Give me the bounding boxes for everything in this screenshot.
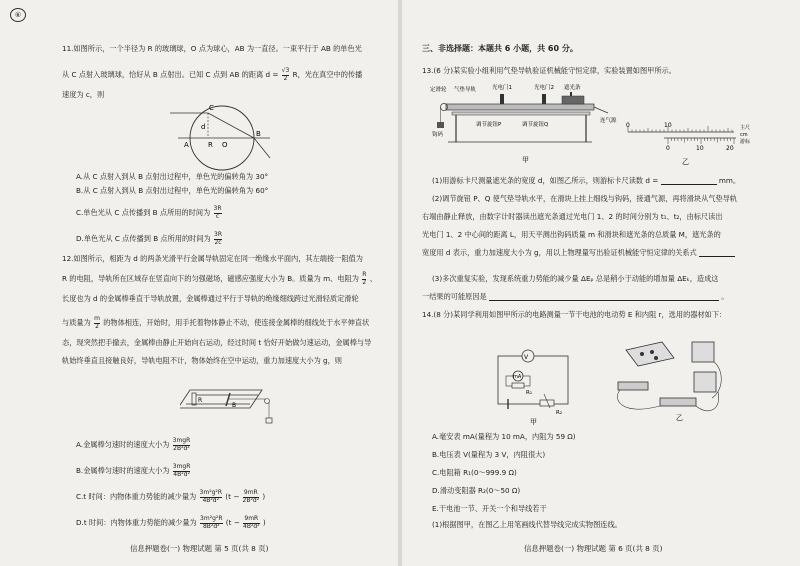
q12-line6: 轨始终垂直且接触良好，导轨电阻不计，物体始终在空中运动，重力加速度大小为 g，则 xyxy=(62,356,342,365)
numerator: √3 xyxy=(281,67,290,74)
q11-line2 xyxy=(62,68,362,82)
denominator: 4B²d² xyxy=(202,496,220,504)
air-track xyxy=(446,104,594,110)
resistor-r xyxy=(192,393,196,405)
voltmeter-device xyxy=(694,372,716,392)
answer-blank-relation[interactable] xyxy=(699,249,735,257)
label-vernier-0: 0 xyxy=(666,145,670,152)
numerator: m xyxy=(94,315,100,322)
q12-option-b-text: B.金属棒匀速时的速度大小为 xyxy=(76,466,170,475)
q13-part3-line2-tail: 。 xyxy=(721,292,729,301)
label-gate1: 光电门1 xyxy=(492,85,512,91)
q13-part2-line3: 光电门 1、2 中心间的距离 L，用天平测出钩码质量 m 和滑块和遮光条的总质量 M，遮光条的 xyxy=(422,230,721,239)
label-v: V xyxy=(524,354,529,361)
q12-option-b-fraction xyxy=(173,464,191,478)
label-ma: mA xyxy=(513,374,522,380)
q12-option-a-text: A.金属棒匀速时的速度大小为 xyxy=(76,440,170,449)
q14-physical-apparatus xyxy=(612,330,732,424)
q12-option-d-text: D.t 时间：内物体重力势能的减少量为 xyxy=(76,518,197,527)
q13-part2-line4 xyxy=(422,248,735,257)
q12-option-d-fraction2 xyxy=(243,516,260,530)
answer-blank-reason[interactable] xyxy=(489,293,719,301)
numerator: 3m²g²R xyxy=(200,515,223,522)
q13-air-track-figure xyxy=(430,80,630,168)
denominator: 8B²d² xyxy=(202,522,220,530)
shading-strip xyxy=(570,92,572,96)
q12-option-c-text: C.t 时间：内物体重力势能的减少量为 xyxy=(76,492,197,501)
rheostat-device xyxy=(660,398,696,406)
label-jia: 甲 xyxy=(530,418,537,426)
denominator: 2 xyxy=(95,322,99,330)
denominator: 4B²d² xyxy=(243,522,260,530)
milliammeter-device xyxy=(692,342,714,362)
q11-option-c xyxy=(76,206,223,220)
numerator: 9mR xyxy=(243,489,258,496)
q12-option-a-fraction xyxy=(173,438,191,452)
label-air: 连气源 xyxy=(600,118,617,124)
q12-line2 xyxy=(62,272,377,286)
label-gate2: 光电门2 xyxy=(534,85,554,91)
q14-option-e: E.干电池一节、开关一个和导线若干 xyxy=(432,504,547,513)
q13-part1 xyxy=(432,176,740,185)
label-r2: R₂ xyxy=(556,410,563,416)
photogate-1 xyxy=(500,94,504,104)
q14-part1: (1)根据图甲，在图乙上用笔画线代替导线完成实物图连线。 xyxy=(432,520,622,529)
q12-line2-text: R 的电阻，导轨所在区域存在竖直向下的匀强磁场，磁感应强度大小为 B。质量为 m、电阻为 xyxy=(62,274,359,283)
base xyxy=(452,112,590,115)
label-cm: cm xyxy=(740,132,748,138)
answer-blank-d[interactable] xyxy=(661,177,717,185)
q12-option-a xyxy=(76,438,191,452)
q13-part3-line2 xyxy=(422,292,729,301)
hook-weight xyxy=(437,122,444,128)
label-r: R xyxy=(198,397,203,404)
q12-option-d-paren: (t − xyxy=(225,518,240,527)
resistor-box-knob-3 xyxy=(654,356,658,360)
q12-option-d-fraction1 xyxy=(200,516,222,530)
denominator: 2 xyxy=(362,278,367,286)
numerator: 3R xyxy=(213,205,222,212)
q14-option-c: C.电阻箱 R₁(0～999.9 Ω) xyxy=(432,468,517,477)
denominator: c xyxy=(215,212,220,220)
q11-option-d xyxy=(76,232,223,246)
numerator: 3mgR xyxy=(172,437,191,444)
q11-glass-sphere-figure xyxy=(170,100,280,180)
q12-option-c-fraction1 xyxy=(200,490,222,504)
air-hose xyxy=(594,107,608,113)
denominator: 2B²d² xyxy=(242,496,260,504)
label-b: B xyxy=(256,130,261,138)
label-yi: 乙 xyxy=(676,414,683,422)
label-track: 气垫导轨 xyxy=(454,87,477,93)
label-pulley: 定滑轮 xyxy=(430,87,447,93)
label-vernier: 游标 xyxy=(740,139,751,145)
right-page xyxy=(402,0,800,566)
resistor-box-knob-1 xyxy=(640,352,644,356)
label-a: A xyxy=(184,141,189,149)
label-yi: 乙 xyxy=(682,158,689,166)
label-hook: 钩码 xyxy=(432,132,444,138)
label-knob-p: 调节旋钮P xyxy=(476,122,502,128)
q11-line2-tail: R，光在真空中的传播 xyxy=(292,70,363,79)
q11-line2-text: 从 C 点射入玻璃球，恰好从 B 点射出。已知 C 点到 AB 的距离 d = xyxy=(62,70,279,79)
left-page-footer: 信息押题卷(一) 物理试题 第 5 页(共 8 页) xyxy=(130,544,269,553)
q11-option-b: B.从 C 点射入到从 B 点射出过程中，单色光的偏转角为 60° xyxy=(76,186,269,195)
page-badge: ⑥ xyxy=(10,8,26,22)
numerator: 3R xyxy=(214,231,223,238)
q11-fraction xyxy=(282,68,290,82)
left-page xyxy=(0,0,398,566)
label-r: R xyxy=(208,141,213,149)
q13-part1-text: (1)用游标卡尺测量遮光条的宽度 d，如图乙所示，则游标卡尺读数 d = xyxy=(432,176,659,185)
wire-1 xyxy=(617,390,660,409)
numerator: 3mgR xyxy=(172,463,191,470)
q12-line4 xyxy=(62,316,369,330)
wire-3 xyxy=(696,392,719,411)
q12-fraction-m xyxy=(94,316,100,330)
label-b: B xyxy=(232,402,237,409)
label-jia: 甲 xyxy=(522,156,529,164)
q11-option-a: A.从 C 点射入到从 B 点射出过程中，单色光的偏转角为 30° xyxy=(76,172,269,181)
denominator: 2 xyxy=(283,74,288,82)
label-r1: R₁ xyxy=(526,390,533,396)
q13-part2-line4-text: 宽度用 d 表示，重力加速度大小为 g，用以上物理量写出验证机械能守恒定律的关系式 xyxy=(422,248,697,257)
label-vernier-20: 20 xyxy=(726,145,734,152)
q12-line4-tail: 的物体相连，开始时，用手托着物体静止不动，使连接金属棒的细线处于水平伸直状 xyxy=(103,318,370,327)
battery-device xyxy=(618,382,648,390)
denominator: 4B²d² xyxy=(173,470,190,478)
q12-option-c-close: ) xyxy=(262,492,266,501)
q12-option-c-fraction2 xyxy=(243,490,260,504)
section-header: 三、非选择题：本题共 6 小题，共 60 分。 xyxy=(422,44,578,53)
q11-option-c-fraction xyxy=(214,206,222,220)
q13-part2-line2: 右端由静止释放，由数字计时器读出遮光条通过光电门 1、2 的时间分别为 t₁、t₂，由标尺读出 xyxy=(422,212,723,221)
q12-option-d xyxy=(76,516,266,530)
q13-part1-unit: mm。 xyxy=(718,176,741,185)
numerator: 9mR xyxy=(244,515,259,522)
resistor-box xyxy=(626,342,674,366)
resistor-box-r1 xyxy=(512,383,524,388)
q11-option-d-fraction xyxy=(214,232,222,246)
main-scale-ticks xyxy=(628,126,732,132)
photogate-2 xyxy=(542,94,546,104)
resistor-box-knob-2 xyxy=(650,350,654,354)
label-strip: 遮光条 xyxy=(564,85,581,91)
q12-fraction-r xyxy=(362,272,366,286)
q14-option-d: D.滑动变阻器 R₂(0～50 Ω) xyxy=(432,486,521,495)
q12-line4-text: 与质量为 xyxy=(62,318,91,327)
q14-option-b: B.电压表 V(量程为 3 V，内阻很大) xyxy=(432,450,546,459)
q12-line5: 态，现突然把手撤去，金属棒由静止开始向右运动，经过时间 t 恰好开始做匀速运动，金属棒与导 xyxy=(62,338,372,347)
q13-line1: 13.(6 分)某实验小组利用气垫导轨验证机械能守恒定律，实验装置如图甲所示。 xyxy=(422,66,676,75)
circuit-loop xyxy=(498,356,568,404)
denominator: 2B²d² xyxy=(173,444,190,452)
q14-line1: 14.(8 分)某同学利用如图甲所示的电路测量一节干电池的电动势 E 和内阻 r，选用的器材如下： xyxy=(422,310,727,319)
q12-line2-tail: 、 xyxy=(369,274,377,283)
label-d: d xyxy=(201,123,206,131)
label-main-0: 0 xyxy=(626,122,630,129)
q12-line3: 长度也为 d 的金属棒垂直于导轨放置，金属棒通过平行于导轨的绝缘细线跨过光滑轻质定滑轮 xyxy=(62,294,359,303)
q11-line1: 11.如图所示，一个半径为 R 的玻璃球，O 点为球心，AB 为一直径。一束平行于 AB 的单色光 xyxy=(62,44,362,53)
right-page-footer: 信息押题卷(一) 物理试题 第 6 页(共 8 页) xyxy=(524,544,663,553)
denominator: 2c xyxy=(214,238,222,246)
slider xyxy=(562,96,584,104)
q12-rail-figure xyxy=(180,378,280,428)
label-main-scale: 主尺 xyxy=(740,125,751,131)
refracted-ray xyxy=(208,113,254,138)
numerator: 3m²g²R xyxy=(199,489,222,496)
numerator: R xyxy=(362,271,367,278)
q14-option-a: A.毫安表 mA(量程为 10 mA，内阻为 59 Ω) xyxy=(432,432,576,441)
q11-line3: 速度为 c，则 xyxy=(62,90,105,99)
vernier-scale-ticks xyxy=(668,138,734,144)
q13-vernier-caliper-figure xyxy=(624,118,774,168)
q12-option-b xyxy=(76,464,191,478)
q14-circuit-diagram xyxy=(488,336,578,426)
hanging-mass xyxy=(266,418,272,423)
label-knob-q: 调节旋钮Q xyxy=(522,122,549,128)
exit-ray xyxy=(254,138,270,158)
q12-option-c-paren: (t − xyxy=(225,492,240,501)
q12-line1: 12.如图所示，相距为 d 的两条光滑平行金属导轨固定在同一绝缘水平面内，其左端接一阻值为 xyxy=(62,254,363,263)
q13-part3-line2-text: 一结果的可能原因是 xyxy=(422,292,487,301)
q12-option-d-close: ) xyxy=(262,518,266,527)
label-o: O xyxy=(222,141,228,149)
q13-part3-line1: (3)多次重复实验，发现系统重力势能的减少量 ΔEₚ 总是稍小于动能的增加量 ΔEₖ，造成这 xyxy=(432,274,719,283)
label-main-1: 10 xyxy=(664,122,672,129)
q11-option-d-text: D.单色光从 C 点传播到 B 点所用的时间为 xyxy=(76,234,211,243)
q12-option-c xyxy=(76,490,265,504)
q13-part2-line1: (2)调节旋钮 P、Q 使气垫导轨水平，在滑块上挂上细线与钩码，接通气源，再将滑块从气垫导轨 xyxy=(432,194,738,203)
label-vernier-10: 10 xyxy=(696,145,704,152)
q11-option-c-text: C.单色光从 C 点传播到 B 点所用的时间为 xyxy=(76,208,211,217)
label-c: C xyxy=(209,104,214,112)
